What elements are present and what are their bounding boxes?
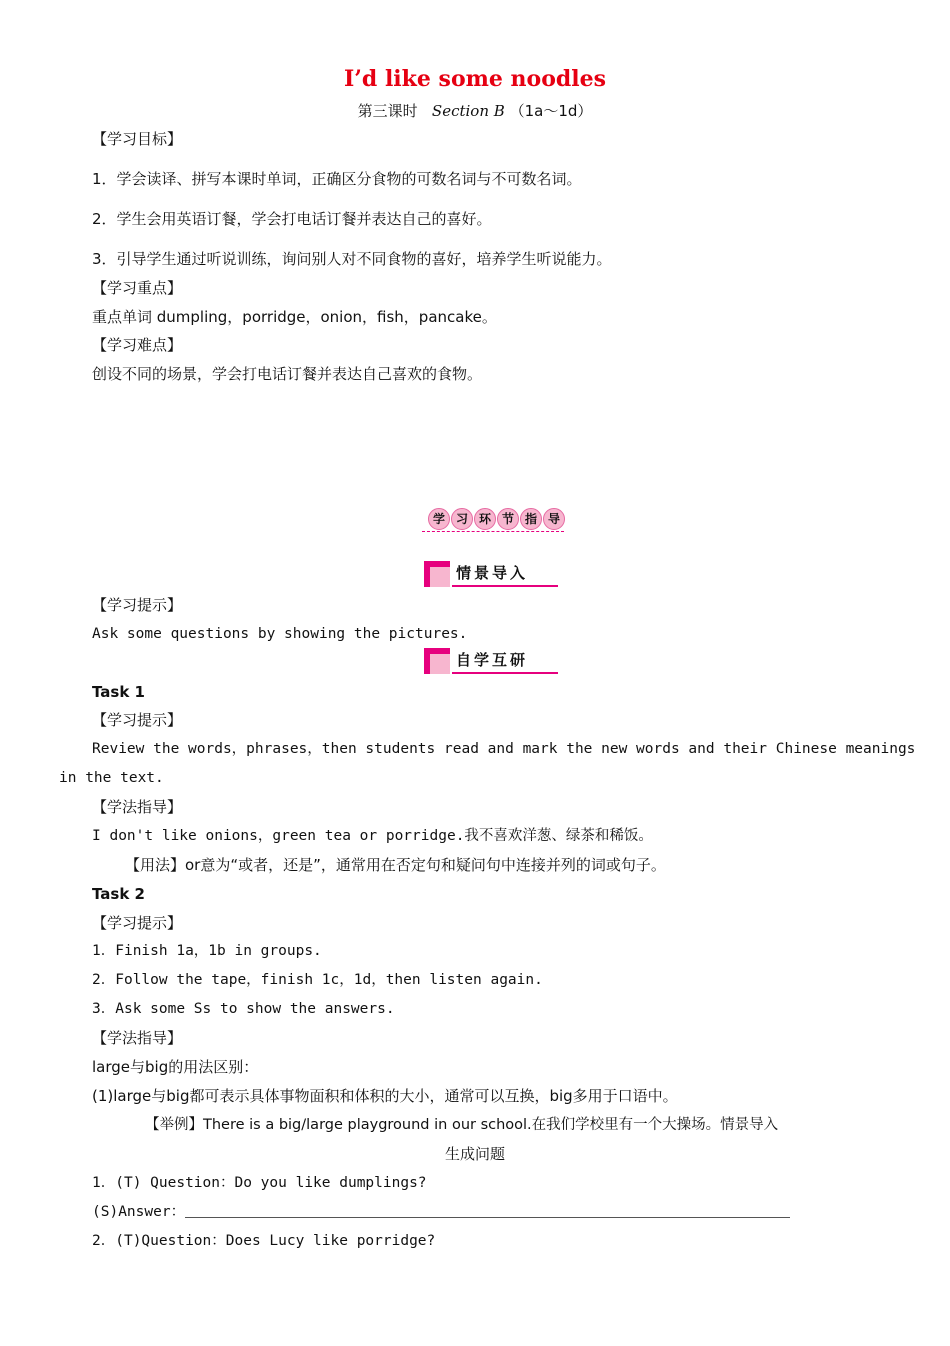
section-marker-inner [430, 567, 450, 587]
banner-char: 学 [428, 508, 450, 530]
usage-note: 【用法】or意为“或者，还是”，通常用在否定句和疑问句中连接并列的词或句子。 [125, 856, 666, 874]
banner-char: 指 [520, 508, 542, 530]
goal-item: 3．引导学生通过听说训练，询问别人对不同食物的喜好，培养学生听说能力。 [92, 250, 612, 268]
lesson-label: 第三课时 [357, 102, 418, 120]
goal-item: 2．学生会用英语订餐，学会打电话订餐并表达自己的喜好。 [92, 210, 492, 228]
page-title: I’d like some noodles [343, 66, 607, 92]
task1-title: Task 1 [92, 683, 145, 701]
generate-questions-label: 生成问题 [444, 1145, 505, 1163]
section-label: Section B [431, 102, 505, 120]
question-item: 2．(T)Question：Does Lucy like porridge? [92, 1233, 436, 1249]
guide-example: I don't like onions，green tea or porridge.我不喜欢洋葱、绿茶和稀饭。 [92, 828, 653, 844]
section-label: 自学互研 [456, 651, 529, 669]
section-marker-inner [430, 654, 450, 674]
goals-heading: 【学习目标】 [92, 130, 183, 148]
guide-intro: large与big的用法区别： [92, 1058, 259, 1076]
section-rule [452, 585, 558, 587]
banner-char: 导 [543, 508, 565, 530]
key-points-text: 重点单词 dumpling，porridge，onion，fish，pancake。 [92, 308, 497, 326]
banner-char: 环 [474, 508, 496, 530]
section-label: 情景导入 [456, 564, 529, 582]
banner-char: 节 [497, 508, 519, 530]
page-subtitle [0, 100, 950, 121]
key-points-heading: 【学习重点】 [92, 279, 183, 297]
answer-blank[interactable] [185, 1217, 790, 1218]
section-rule [452, 672, 558, 674]
section-heading-intro [424, 561, 558, 587]
task-step: 3．Ask some Ss to show the answers. [92, 1001, 395, 1017]
task-step: 1．Finish 1a，1b in groups. [92, 943, 322, 959]
difficulties-text: 创设不同的场景，学会打电话订餐并表达自己喜欢的食物。 [92, 365, 483, 383]
section-heading-self-study [424, 648, 558, 674]
goal-item: 1．学会读译、拼写本课时单词，正确区分食物的可数名词与不可数名词。 [92, 170, 582, 188]
difficulties-heading: 【学习难点】 [92, 336, 183, 354]
hint-heading: 【学习提示】 [92, 711, 183, 729]
section-range: （1a～1d） [509, 102, 593, 120]
task-step: 2．Follow the tape，finish 1c，1d，then listen again. [92, 972, 543, 988]
hint-text: in the text. [59, 770, 164, 786]
task2-title: Task 2 [92, 885, 145, 903]
hint-text: Ask some questions by showing the pictures. [92, 626, 468, 642]
banner-char: 习 [451, 508, 473, 530]
hint-heading: 【学习提示】 [92, 596, 183, 614]
question-item: 1．(T) Question：Do you like dumplings? [92, 1175, 427, 1191]
hint-heading: 【学习提示】 [92, 914, 183, 932]
answer-label: (S)Answer： [92, 1204, 186, 1220]
example-sentence: 【举例】There is a big/large playground in our school.在我们学校里有一个大操场。情景导入 [145, 1117, 779, 1133]
study-guide-banner [422, 505, 564, 532]
guide-heading: 【学法指导】 [92, 1029, 183, 1047]
guide-heading: 【学法指导】 [92, 798, 183, 816]
hint-text: Review the words，phrases，then students read and mark the new words and their Chinese meanings [92, 741, 916, 757]
guide-point: (1)large与big都可表示具体事物面积和体积的大小，通常可以互换，big多用于口语中。 [92, 1087, 678, 1105]
